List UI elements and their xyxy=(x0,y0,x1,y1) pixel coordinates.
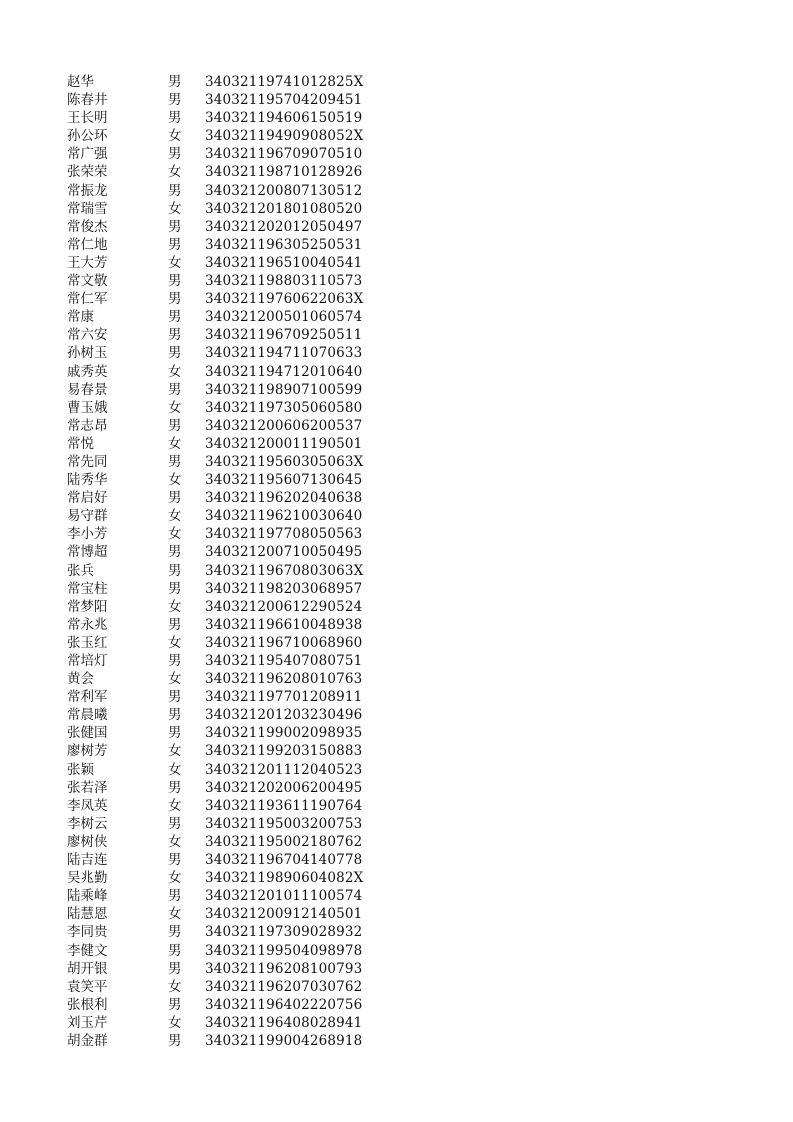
id-number-cell: 340321196610048938 xyxy=(205,616,363,633)
name-cell: 黄会 xyxy=(67,671,94,688)
id-number-cell: 34032119490908052X xyxy=(205,128,364,145)
gender-cell: 男 xyxy=(168,707,182,724)
name-cell: 李健文 xyxy=(67,942,108,959)
name-cell: 常晨曦 xyxy=(67,707,108,724)
gender-cell: 女 xyxy=(168,435,182,452)
name-cell: 陈春井 xyxy=(67,92,108,109)
table-row xyxy=(0,525,793,543)
gender-cell: 女 xyxy=(168,1014,182,1031)
name-cell: 李树云 xyxy=(67,815,108,832)
gender-cell: 男 xyxy=(168,92,182,109)
gender-cell: 女 xyxy=(168,508,182,525)
table-row xyxy=(0,996,793,1014)
name-cell: 常瑞雪 xyxy=(67,200,108,217)
id-number-cell: 340321197309028932 xyxy=(205,924,363,941)
name-cell: 李小芳 xyxy=(67,526,108,543)
gender-cell: 男 xyxy=(168,453,182,470)
table-row xyxy=(0,326,793,344)
table-row xyxy=(0,851,793,869)
name-cell: 孙公环 xyxy=(67,128,108,145)
table-row xyxy=(0,453,793,471)
id-number-cell: 340321198710128926 xyxy=(205,164,363,181)
name-cell: 袁笑平 xyxy=(67,978,108,995)
gender-cell: 男 xyxy=(168,942,182,959)
name-cell: 胡开银 xyxy=(67,960,108,977)
gender-cell: 女 xyxy=(168,164,182,181)
table-row xyxy=(0,91,793,109)
table-row xyxy=(0,73,793,91)
gender-cell: 男 xyxy=(168,924,182,941)
name-cell: 常培灯 xyxy=(67,653,108,669)
name-cell: 王长明 xyxy=(67,110,108,127)
name-cell: 张玉红 xyxy=(67,634,108,651)
name-cell: 李凤英 xyxy=(67,797,108,814)
id-number-cell: 340321196208010763 xyxy=(205,671,363,688)
gender-cell: 女 xyxy=(168,598,182,615)
name-cell: 李同贵 xyxy=(67,924,108,941)
name-cell: 常先同 xyxy=(67,453,108,470)
id-number-cell: 340321195704209451 xyxy=(205,92,363,109)
table-row xyxy=(0,869,793,887)
gender-cell: 男 xyxy=(168,996,182,1013)
gender-cell: 男 xyxy=(168,291,182,308)
table-row xyxy=(0,616,793,634)
gender-cell: 男 xyxy=(168,544,182,561)
gender-cell: 男 xyxy=(168,1032,182,1049)
id-number-cell: 340321200606200537 xyxy=(205,417,363,434)
name-cell: 易守群 xyxy=(67,508,108,525)
gender-cell: 男 xyxy=(168,562,182,579)
table-row xyxy=(0,417,793,435)
gender-cell: 女 xyxy=(168,906,182,923)
table-row xyxy=(0,381,793,399)
table-row xyxy=(0,634,793,652)
name-cell: 常六安 xyxy=(67,327,108,344)
gender-cell: 男 xyxy=(168,960,182,977)
name-cell: 刘玉芹 xyxy=(67,1014,108,1031)
table-row xyxy=(0,905,793,923)
table-row xyxy=(0,923,793,941)
id-number-cell: 340321196510040541 xyxy=(205,254,363,271)
id-number-cell: 340321199004268918 xyxy=(205,1032,363,1049)
name-cell: 王大芳 xyxy=(67,254,108,271)
gender-cell: 男 xyxy=(168,74,182,90)
gender-cell: 男 xyxy=(168,815,182,832)
id-number-cell: 340321198907100599 xyxy=(205,381,363,398)
roster-table xyxy=(0,73,793,1050)
id-number-cell: 340321195002180762 xyxy=(205,833,363,850)
name-cell: 常梦阳 xyxy=(67,598,108,615)
gender-cell: 女 xyxy=(168,526,182,543)
gender-cell: 男 xyxy=(168,273,182,290)
gender-cell: 男 xyxy=(168,182,182,199)
id-number-cell: 340321201011100574 xyxy=(205,888,363,905)
table-row xyxy=(0,109,793,127)
table-row xyxy=(0,145,793,163)
name-cell: 常宝柱 xyxy=(67,580,108,597)
gender-cell: 女 xyxy=(168,870,182,887)
table-row xyxy=(0,887,793,905)
name-cell: 张若泽 xyxy=(67,779,108,796)
id-number-cell: 34032119741012825X xyxy=(205,74,364,90)
gender-cell: 女 xyxy=(168,743,182,760)
table-row xyxy=(0,435,793,453)
id-number-cell: 340321200807130512 xyxy=(205,182,363,199)
table-row xyxy=(0,272,793,290)
name-cell: 常仁地 xyxy=(67,236,108,253)
table-row xyxy=(0,163,793,181)
name-cell: 常文敬 xyxy=(67,273,108,290)
id-number-cell: 340321200612290524 xyxy=(205,598,363,615)
gender-cell: 男 xyxy=(168,381,182,398)
table-row xyxy=(0,688,793,706)
name-cell: 胡金群 xyxy=(67,1032,108,1049)
table-row xyxy=(0,290,793,308)
id-number-cell: 34032119560305063X xyxy=(205,453,364,470)
id-number-cell: 340321196202040638 xyxy=(205,490,363,507)
id-number-cell: 340321195003200753 xyxy=(205,815,363,832)
gender-cell: 女 xyxy=(168,472,182,489)
name-cell: 常永兆 xyxy=(67,616,108,633)
table-row xyxy=(0,200,793,218)
table-row xyxy=(0,182,793,200)
gender-cell: 男 xyxy=(168,616,182,633)
name-cell: 戚秀英 xyxy=(67,363,108,380)
name-cell: 张兵 xyxy=(67,562,94,579)
id-number-cell: 340321194711070633 xyxy=(205,345,363,362)
gender-cell: 女 xyxy=(168,363,182,380)
id-number-cell: 340321196704140778 xyxy=(205,852,363,869)
table-row xyxy=(0,1014,793,1032)
gender-cell: 女 xyxy=(168,797,182,814)
name-cell: 常振龙 xyxy=(67,182,108,199)
id-number-cell: 340321196710068960 xyxy=(205,634,363,651)
id-number-cell: 340321200011190501 xyxy=(205,435,363,452)
name-cell: 常启好 xyxy=(67,490,108,507)
table-row xyxy=(0,471,793,489)
table-row xyxy=(0,652,793,670)
id-number-cell: 340321195607130645 xyxy=(205,472,363,489)
id-number-cell: 340321198803110573 xyxy=(205,273,363,290)
table-row xyxy=(0,218,793,236)
name-cell: 常广强 xyxy=(67,146,108,163)
table-row xyxy=(0,598,793,616)
table-row xyxy=(0,706,793,724)
table-row xyxy=(0,724,793,742)
id-number-cell: 340321194712010640 xyxy=(205,363,363,380)
name-cell: 张颖 xyxy=(67,761,94,778)
name-cell: 廖树芳 xyxy=(67,743,108,760)
id-number-cell: 340321200710050495 xyxy=(205,544,363,561)
table-row xyxy=(0,543,793,561)
id-number-cell: 340321196305250531 xyxy=(205,236,363,253)
gender-cell: 男 xyxy=(168,689,182,706)
gender-cell: 男 xyxy=(168,580,182,597)
gender-cell: 男 xyxy=(168,327,182,344)
name-cell: 陆慧恩 xyxy=(67,906,108,923)
gender-cell: 男 xyxy=(168,888,182,905)
gender-cell: 女 xyxy=(168,399,182,416)
table-row xyxy=(0,761,793,779)
id-number-cell: 34032119760622063X xyxy=(205,291,364,308)
gender-cell: 男 xyxy=(168,110,182,127)
table-row xyxy=(0,399,793,417)
table-row xyxy=(0,254,793,272)
gender-cell: 女 xyxy=(168,978,182,995)
table-row xyxy=(0,797,793,815)
name-cell: 吴兆勤 xyxy=(67,870,108,887)
id-number-cell: 340321201112040523 xyxy=(205,761,363,778)
gender-cell: 男 xyxy=(168,309,182,326)
table-row xyxy=(0,742,793,760)
table-row xyxy=(0,363,793,381)
name-cell: 陆秀华 xyxy=(67,472,108,489)
table-row xyxy=(0,670,793,688)
id-number-cell: 340321200912140501 xyxy=(205,906,363,923)
table-row xyxy=(0,562,793,580)
name-cell: 易春景 xyxy=(67,381,108,398)
table-row xyxy=(0,942,793,960)
name-cell: 张荣荣 xyxy=(67,164,108,181)
gender-cell: 女 xyxy=(168,634,182,651)
gender-cell: 男 xyxy=(168,779,182,796)
table-row xyxy=(0,978,793,996)
gender-cell: 男 xyxy=(168,852,182,869)
table-row xyxy=(0,489,793,507)
name-cell: 曹玉娥 xyxy=(67,399,108,416)
id-number-cell: 34032119670803063X xyxy=(205,562,364,579)
id-number-cell: 340321196402220756 xyxy=(205,996,363,1013)
id-number-cell: 340321199203150883 xyxy=(205,743,363,760)
name-cell: 陆乘峰 xyxy=(67,888,108,905)
name-cell: 张健国 xyxy=(67,725,108,742)
name-cell: 常利军 xyxy=(67,689,108,706)
id-number-cell: 340321197701208911 xyxy=(205,689,363,706)
table-row xyxy=(0,236,793,254)
table-row xyxy=(0,1032,793,1050)
id-number-cell: 340321193611190764 xyxy=(205,797,363,814)
table-row xyxy=(0,308,793,326)
gender-cell: 女 xyxy=(168,671,182,688)
name-cell: 常志昂 xyxy=(67,417,108,434)
gender-cell: 男 xyxy=(168,725,182,742)
gender-cell: 男 xyxy=(168,417,182,434)
id-number-cell: 340321200501060574 xyxy=(205,309,363,326)
gender-cell: 男 xyxy=(168,490,182,507)
id-number-cell: 340321201203230496 xyxy=(205,707,363,724)
id-number-cell: 340321196408028941 xyxy=(205,1014,363,1031)
table-row xyxy=(0,507,793,525)
id-number-cell: 340321198203068957 xyxy=(205,580,363,597)
gender-cell: 男 xyxy=(168,653,182,669)
name-cell: 常悦 xyxy=(67,435,94,452)
table-row xyxy=(0,344,793,362)
name-cell: 孙树玉 xyxy=(67,345,108,362)
id-number-cell: 340321196709250511 xyxy=(205,327,363,344)
table-row xyxy=(0,815,793,833)
table-row xyxy=(0,833,793,851)
gender-cell: 男 xyxy=(168,236,182,253)
id-number-cell: 340321196709070510 xyxy=(205,146,363,163)
name-cell: 常博超 xyxy=(67,544,108,561)
name-cell: 廖树侠 xyxy=(67,833,108,850)
gender-cell: 女 xyxy=(168,128,182,145)
id-number-cell: 340321202012050497 xyxy=(205,218,363,235)
gender-cell: 男 xyxy=(168,345,182,362)
id-number-cell: 340321196208100793 xyxy=(205,960,363,977)
id-number-cell: 340321196210030640 xyxy=(205,508,363,525)
id-number-cell: 340321202006200495 xyxy=(205,779,363,796)
id-number-cell: 340321201801080520 xyxy=(205,200,363,217)
id-number-cell: 340321195407080751 xyxy=(205,653,363,669)
table-row xyxy=(0,127,793,145)
name-cell: 赵华 xyxy=(67,74,94,90)
name-cell: 常康 xyxy=(67,309,94,326)
id-number-cell: 340321196207030762 xyxy=(205,978,363,995)
gender-cell: 女 xyxy=(168,200,182,217)
id-number-cell: 340321194606150519 xyxy=(205,110,363,127)
gender-cell: 女 xyxy=(168,833,182,850)
id-number-cell: 340321199002098935 xyxy=(205,725,363,742)
name-cell: 张根利 xyxy=(67,996,108,1013)
name-cell: 常俊杰 xyxy=(67,218,108,235)
id-number-cell: 340321199504098978 xyxy=(205,942,363,959)
table-row xyxy=(0,580,793,598)
id-number-cell: 34032119890604082X xyxy=(205,870,364,887)
table-row xyxy=(0,779,793,797)
gender-cell: 男 xyxy=(168,218,182,235)
gender-cell: 女 xyxy=(168,761,182,778)
id-number-cell: 340321197305060580 xyxy=(205,399,363,416)
name-cell: 常仁军 xyxy=(67,291,108,308)
id-number-cell: 340321197708050563 xyxy=(205,526,363,543)
gender-cell: 男 xyxy=(168,146,182,163)
name-cell: 陆吉连 xyxy=(67,852,108,869)
table-row xyxy=(0,960,793,978)
gender-cell: 女 xyxy=(168,254,182,271)
